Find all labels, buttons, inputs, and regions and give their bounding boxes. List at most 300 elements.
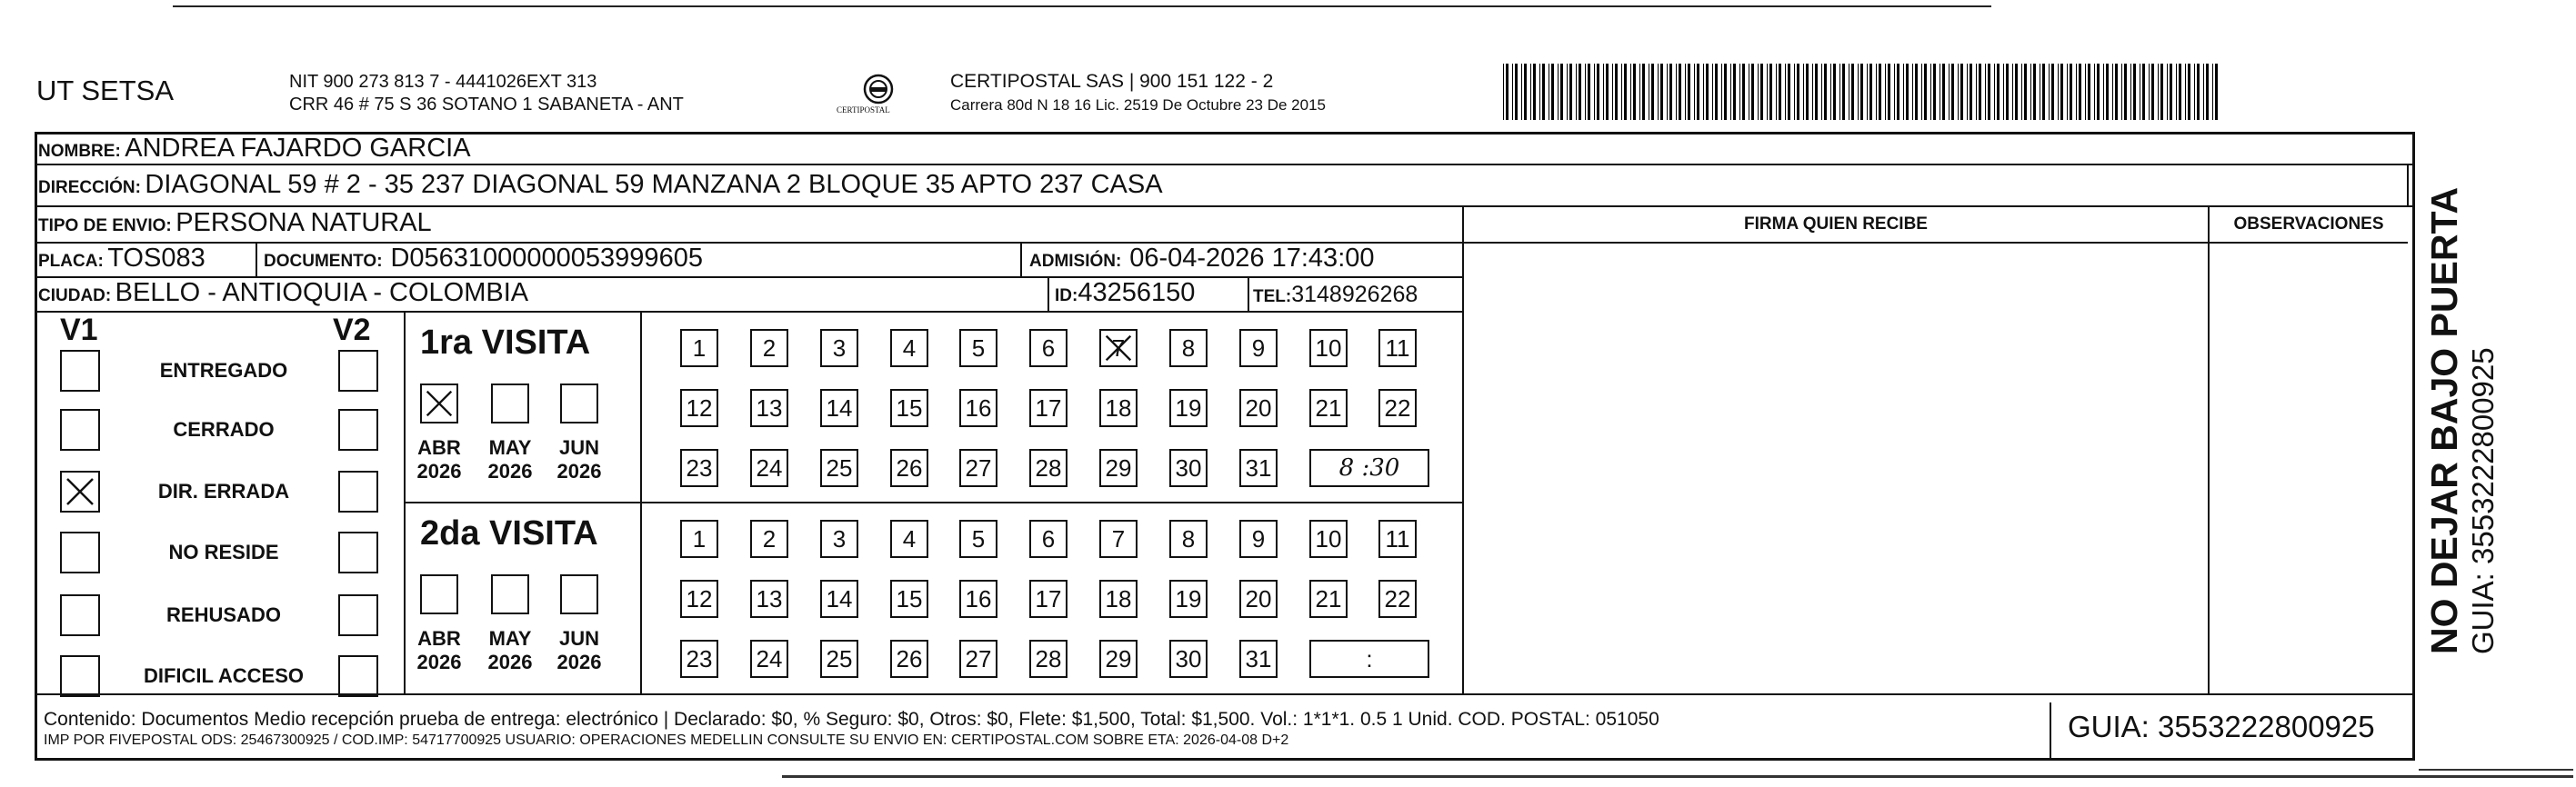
status-label: CERRADO <box>173 418 275 441</box>
admision-label: ADMISIÓN: <box>1029 252 1122 271</box>
observations-area[interactable] <box>2211 245 2406 691</box>
barcode-bar <box>1530 64 1531 120</box>
status-divider <box>404 311 406 693</box>
barcode-bar <box>1958 64 1959 120</box>
barcode-bar <box>1558 64 1559 120</box>
barcode-bar <box>2003 64 2004 120</box>
day-box[interactable]: 6 <box>1029 329 1067 367</box>
barcode-bar <box>1858 64 1859 120</box>
barcode-bar <box>1767 64 1768 120</box>
day-box[interactable]: 20 <box>1239 580 1278 618</box>
barcode-bar <box>1815 64 1818 120</box>
barcode-bar <box>1730 64 1731 120</box>
barcode-bar <box>1688 64 1690 120</box>
barcode-bar <box>1742 64 1745 120</box>
month-year: 2026 <box>416 460 462 483</box>
barcode-bar <box>1860 64 1863 120</box>
bottom-rule <box>782 775 2573 778</box>
barcode-bar <box>1906 64 1909 120</box>
barcode-bar <box>2130 64 2131 120</box>
side-notice <box>2423 187 2501 654</box>
barcode-bar <box>1651 64 1654 120</box>
barcode-bar <box>1706 64 1709 120</box>
barcode-bar <box>2030 64 2031 120</box>
row-divider <box>35 693 2415 695</box>
barcode-bar <box>1667 64 1668 120</box>
barcode-bar <box>1839 64 1840 120</box>
barcode-bar <box>1515 64 1518 120</box>
barcode-bar <box>1576 64 1577 120</box>
status-label: REHUSADO <box>166 603 281 626</box>
barcode-bar <box>1630 64 1631 120</box>
day-box[interactable]: 26 <box>890 449 928 487</box>
barcode-bar <box>1594 64 1595 120</box>
barcode-bar <box>2088 64 2090 120</box>
day-box[interactable]: 23 <box>680 449 718 487</box>
cell-divider <box>256 242 257 276</box>
day-box[interactable]: 9 <box>1239 329 1278 367</box>
barcode-bar <box>1869 64 1872 120</box>
barcode-bar <box>1994 64 1995 120</box>
day-box[interactable]: 7 <box>1099 520 1138 558</box>
month-year: 2026 <box>487 651 533 673</box>
day-box[interactable]: 1 <box>680 520 718 558</box>
day-box[interactable]: 6 <box>1029 520 1067 558</box>
barcode-bar <box>1779 64 1781 120</box>
barcode-bar <box>1842 64 1845 120</box>
nombre-value: ANDREA FAJARDO GARCIA <box>125 134 471 163</box>
barcode-bar <box>1924 64 1927 120</box>
status-label: DIR. ERRADA <box>157 480 290 503</box>
barcode-bar <box>1797 64 1799 120</box>
guia-number: GUIA: 3553222800925 <box>2068 710 2375 743</box>
barcode-bar <box>2185 64 2186 120</box>
barcode-bar <box>1621 64 1622 120</box>
direccion-value: DIAGONAL 59 # 2 - 35 237 DIAGONAL 59 MANZANA 2 BLOQUE 35 APTO 237 CASA <box>145 170 1163 199</box>
day-box[interactable]: 17 <box>1029 389 1067 427</box>
barcode-bar <box>2158 64 2159 120</box>
day-box[interactable]: 27 <box>959 640 997 678</box>
barcode-bar <box>1694 64 1695 120</box>
barcode-bar <box>1521 64 1522 120</box>
status-label: DIFICIL ACCESO <box>143 664 304 687</box>
barcode-bar <box>2112 64 2113 120</box>
barcode-bar <box>2149 64 2150 120</box>
tipo-value: PERSONA NATURAL <box>175 208 432 237</box>
barcode-bar <box>1569 64 1572 120</box>
barcode-bar <box>1885 64 1886 120</box>
barcode-bar <box>1967 64 1968 120</box>
tipo-row <box>38 208 432 238</box>
v2-checkbox[interactable] <box>338 409 378 451</box>
barcode-bar <box>1915 64 1918 120</box>
day-box[interactable]: 29 <box>1099 449 1138 487</box>
certipostal-license: Carrera 80d N 18 16 Lic. 2519 De Octubre 23 De 2015 <box>950 96 1326 114</box>
observaciones-header: OBSERVACIONES <box>2233 214 2384 234</box>
barcode-bar <box>2058 64 2059 120</box>
v2-checkbox[interactable] <box>338 594 378 636</box>
barcode-bar <box>1660 64 1663 120</box>
company-name: UT SETSA <box>36 75 175 106</box>
barcode-bar <box>2106 64 2109 120</box>
day-box[interactable]: 15 <box>890 389 928 427</box>
barcode-bar <box>2124 64 2127 120</box>
day-box[interactable]: 2 <box>750 520 788 558</box>
v2-checkbox[interactable] <box>338 471 378 513</box>
barcode-bar <box>2121 64 2122 120</box>
barcode-bar <box>1921 64 1922 120</box>
column-header-divider <box>1462 242 2408 244</box>
direccion-label: DIRECCIÓN: <box>38 178 141 197</box>
firma-header: FIRMA QUIEN RECIBE <box>1744 214 1928 234</box>
barcode-bar <box>1603 64 1604 120</box>
month-name: JUN <box>558 627 599 650</box>
barcode-bar <box>1612 64 1613 120</box>
cell-divider <box>1047 276 1049 311</box>
barcode-bar <box>1567 64 1568 120</box>
ciudad-value: BELLO - ANTIOQUIA - COLOMBIA <box>115 278 529 307</box>
top-rule <box>173 5 1991 7</box>
barcode-bar <box>2006 64 2009 120</box>
footer-print-line: IMP POR FIVEPOSTAL ODS: 25467300925 / COD.IMP: 54717700925 USUARIO: OPERACIONES MEDELLIN CONSULTE SU ENVIO EN: CERTIPOSTAL.COM SOBRE ETA: 2026-04-08 D+2 <box>44 732 1289 748</box>
barcode-bar <box>1751 64 1754 120</box>
day-box[interactable]: 25 <box>820 640 858 678</box>
barcode-bar <box>1769 64 1772 120</box>
day-box[interactable]: 2 <box>750 329 788 367</box>
day-box[interactable]: 4 <box>890 329 928 367</box>
nombre-row <box>38 134 471 164</box>
barcode-bar <box>2051 64 2054 120</box>
barcode-bar <box>1633 64 1636 120</box>
barcode-bar <box>1951 64 1954 120</box>
column-divider <box>2208 205 2210 693</box>
placa-label: PLACA: <box>38 252 104 271</box>
day-box[interactable]: 19 <box>1169 580 1208 618</box>
id-row <box>1055 278 1195 308</box>
barcode-bar <box>2179 64 2181 120</box>
barcode-bar <box>1724 64 1727 120</box>
month-checkbox[interactable] <box>420 384 458 423</box>
barcode-bar <box>2203 64 2204 120</box>
row-divider <box>35 164 2415 165</box>
barcode-bar <box>1703 64 1704 120</box>
barcode-bar <box>2167 64 2168 120</box>
barcode-bar <box>1976 64 1977 120</box>
barcode-bar <box>1824 64 1827 120</box>
day-box[interactable]: 16 <box>959 580 997 618</box>
nombre-label: NOMBRE: <box>38 142 121 161</box>
barcode-bar <box>1739 64 1740 120</box>
column-divider <box>1462 205 1464 693</box>
barcode-bar <box>2215 64 2218 120</box>
day-box[interactable]: 4 <box>890 520 928 558</box>
day-box[interactable]: 22 <box>1378 389 1417 427</box>
month-checkbox[interactable] <box>491 384 529 423</box>
barcode-bar <box>2085 64 2086 120</box>
day-box[interactable]: 8 <box>1169 520 1208 558</box>
month-name: ABR <box>417 436 461 459</box>
day-box[interactable]: 15 <box>890 580 928 618</box>
status-label: NO RESIDE <box>168 541 279 563</box>
barcode-bar <box>1512 64 1513 120</box>
barcode-bar <box>1785 64 1786 120</box>
month-label <box>549 436 609 483</box>
barcode-bar <box>1539 64 1540 120</box>
barcode-bar <box>1676 64 1677 120</box>
day-box[interactable]: 28 <box>1029 449 1067 487</box>
barcode-bar <box>1879 64 1881 120</box>
day-box[interactable]: 3 <box>820 329 858 367</box>
barcode-bar <box>1803 64 1804 120</box>
barcode-bar <box>1960 64 1963 120</box>
barcode-bar <box>1503 64 1504 120</box>
barcode-bar <box>1760 64 1763 120</box>
barcode-bar <box>2079 64 2081 120</box>
side-guia-text: GUIA: 3553222800925 <box>2466 347 2500 654</box>
barcode-bar <box>2021 64 2022 120</box>
barcode-bar <box>1851 64 1854 120</box>
month-checkbox[interactable] <box>560 574 598 614</box>
row-divider <box>35 205 2415 207</box>
nit-line: NIT 900 273 813 7 - 4441026EXT 313 <box>289 72 597 92</box>
day-box[interactable]: 11 <box>1378 329 1417 367</box>
day-box[interactable]: 24 <box>750 640 788 678</box>
month-divider <box>640 311 642 693</box>
tipo-label: TIPO DE ENVIO: <box>38 216 172 235</box>
barcode-bar <box>2197 64 2200 120</box>
barcode-bar <box>1685 64 1686 120</box>
month-name: ABR <box>417 627 461 650</box>
barcode-bar <box>1806 64 1809 120</box>
cell-divider <box>1020 242 1022 276</box>
month-checkbox[interactable] <box>420 574 458 614</box>
day-box[interactable]: 21 <box>1309 389 1348 427</box>
v2-checkbox[interactable] <box>338 350 378 392</box>
barcode-bar <box>1669 64 1672 120</box>
v2-header: V2 <box>333 313 371 347</box>
tel-row <box>1253 282 1418 308</box>
barcode-bar <box>1624 64 1627 120</box>
v2-checkbox[interactable] <box>338 655 378 697</box>
day-box[interactable]: 5 <box>959 520 997 558</box>
barcode-bar <box>1560 64 1563 120</box>
signature-area[interactable] <box>1466 245 2206 691</box>
day-box[interactable]: 17 <box>1029 580 1067 618</box>
day-box[interactable]: 19 <box>1169 389 1208 427</box>
barcode-bar <box>1821 64 1822 120</box>
barcode-bar <box>1588 64 1590 120</box>
barcode-bar <box>2094 64 2095 120</box>
logo-text: CERTIPOSTAL <box>837 105 890 115</box>
bottom-rule-right <box>2419 769 2573 771</box>
barcode-bar <box>2049 64 2050 120</box>
barcode-bar <box>1912 64 1913 120</box>
direccion-row <box>38 170 1163 200</box>
barcode-bar <box>2012 64 2013 120</box>
barcode-bar <box>1894 64 1895 120</box>
barcode-bar <box>1758 64 1759 120</box>
day-box[interactable]: 21 <box>1309 580 1348 618</box>
barcode-bar <box>1524 64 1527 120</box>
barcode-bar <box>2115 64 2118 120</box>
barcode-bar <box>1933 64 1936 120</box>
barcode-bar <box>1903 64 1904 120</box>
barcode-bar <box>2142 64 2145 120</box>
barcode-bar <box>1788 64 1790 120</box>
barcode-bar <box>2212 64 2213 120</box>
day-box[interactable]: 30 <box>1169 449 1208 487</box>
day-box[interactable]: 1 <box>680 329 718 367</box>
day-box[interactable] <box>1099 329 1138 367</box>
barcode-bar <box>2176 64 2177 120</box>
admision-value: 06-04-2026 17:43:00 <box>1129 244 1375 273</box>
ciudad-row <box>38 278 528 308</box>
row-divider <box>35 311 1464 313</box>
month-year: 2026 <box>416 651 462 673</box>
time-box[interactable]: : <box>1309 640 1429 678</box>
day-box[interactable]: 9 <box>1239 520 1278 558</box>
barcode-bar <box>2033 64 2036 120</box>
admision-row <box>1029 244 1375 274</box>
month-year: 2026 <box>556 460 602 483</box>
day-box[interactable]: 31 <box>1239 449 1278 487</box>
day-box[interactable]: 5 <box>959 329 997 367</box>
tel-label: TEL: <box>1253 287 1292 306</box>
barcode-bar <box>1942 64 1945 120</box>
v2-checkbox[interactable] <box>338 532 378 573</box>
day-box[interactable]: 14 <box>820 389 858 427</box>
barcode-bar <box>2133 64 2136 120</box>
month-label <box>549 627 609 674</box>
day-box[interactable]: 27 <box>959 449 997 487</box>
barcode-bar <box>1876 64 1877 120</box>
barcode-bar <box>1697 64 1699 120</box>
month-name: MAY <box>488 627 532 650</box>
month-name: MAY <box>488 436 532 459</box>
day-box[interactable]: 18 <box>1099 389 1138 427</box>
month-name: JUN <box>558 436 599 459</box>
day-box[interactable]: 10 <box>1309 329 1348 367</box>
day-box[interactable]: 29 <box>1099 640 1138 678</box>
barcode-bar <box>1679 64 1681 120</box>
id-value: 43256150 <box>1078 278 1196 307</box>
barcode-bar <box>2170 64 2172 120</box>
day-box[interactable]: 3 <box>820 520 858 558</box>
barcode-bar <box>1949 64 1950 120</box>
tel-value: 3148926268 <box>1291 282 1418 307</box>
v1-header: V1 <box>60 313 98 347</box>
barcode-bar <box>1642 64 1645 120</box>
column-divider <box>2407 164 2409 205</box>
day-box[interactable]: 30 <box>1169 640 1208 678</box>
day-box[interactable]: 26 <box>890 640 928 678</box>
day-box[interactable]: 28 <box>1029 640 1067 678</box>
barcode-bar <box>1721 64 1722 120</box>
barcode-bar <box>2188 64 2190 120</box>
time-box[interactable]: 8 :30 <box>1309 449 1429 487</box>
month-label <box>480 436 540 483</box>
barcode-bar <box>1606 64 1609 120</box>
day-box[interactable]: 12 <box>680 580 718 618</box>
no-dejar-text: NO DEJAR BAJO PUERTA <box>2423 186 2465 654</box>
barcode <box>1503 64 2226 120</box>
day-box[interactable]: 20 <box>1239 389 1278 427</box>
barcode-bar <box>1812 64 1813 120</box>
barcode-bar <box>2206 64 2209 120</box>
barcode-bar <box>1930 64 1931 120</box>
month-checkbox[interactable] <box>560 384 598 423</box>
certipostal-title: CERTIPOSTAL SAS | 900 151 122 - 2 <box>950 71 1274 92</box>
day-box[interactable]: 25 <box>820 449 858 487</box>
barcode-bar <box>1712 64 1713 120</box>
barcode-bar <box>2060 64 2063 120</box>
barcode-bar <box>1715 64 1718 120</box>
barcode-bar <box>1506 64 1509 120</box>
barcode-bar <box>2151 64 2154 120</box>
barcode-bar <box>2024 64 2027 120</box>
visit-title: 2da VISITA <box>420 514 598 553</box>
barcode-bar <box>2194 64 2195 120</box>
barcode-bar <box>2042 64 2045 120</box>
barcode-bar <box>1888 64 1890 120</box>
visit-title: 1ra VISITA <box>420 324 591 362</box>
barcode-bar <box>1542 64 1545 120</box>
barcode-bar <box>1615 64 1618 120</box>
day-box[interactable]: 18 <box>1099 580 1138 618</box>
barcode-bar <box>1897 64 1899 120</box>
day-box[interactable]: 22 <box>1378 580 1417 618</box>
placa-row <box>38 244 205 274</box>
day-box[interactable]: 24 <box>750 449 788 487</box>
documento-row <box>264 244 703 274</box>
barcode-bar <box>1597 64 1599 120</box>
day-number: 7 <box>1111 334 1126 362</box>
day-box[interactable]: 13 <box>750 389 788 427</box>
day-box[interactable]: 31 <box>1239 640 1278 678</box>
barcode-bar <box>2103 64 2104 120</box>
day-box[interactable]: 14 <box>820 580 858 618</box>
day-box[interactable]: 16 <box>959 389 997 427</box>
day-box[interactable]: 23 <box>680 640 718 678</box>
barcode-bar <box>1970 64 1972 120</box>
month-year: 2026 <box>487 460 533 483</box>
day-box[interactable]: 12 <box>680 389 718 427</box>
barcode-bar <box>1997 64 2000 120</box>
company-info <box>289 71 684 116</box>
visit-divider <box>404 502 1464 503</box>
day-box[interactable]: 11 <box>1378 520 1417 558</box>
placa-value: TOS083 <box>107 244 205 273</box>
barcode-bar <box>1579 64 1581 120</box>
month-checkbox[interactable] <box>491 574 529 614</box>
ciudad-label: CIUDAD: <box>38 286 112 305</box>
barcode-bar <box>1867 64 1868 120</box>
barcode-bar <box>2097 64 2100 120</box>
id-label: ID: <box>1055 286 1078 305</box>
barcode-bar <box>1776 64 1777 120</box>
day-box[interactable]: 10 <box>1309 520 1348 558</box>
month-label <box>409 627 469 674</box>
barcode-bar <box>2160 64 2163 120</box>
barcode-bar <box>1733 64 1736 120</box>
barcode-bar <box>2070 64 2072 120</box>
barcode-bar <box>2067 64 2068 120</box>
barcode-bar <box>2076 64 2077 120</box>
barcode-bar <box>2015 64 2018 120</box>
day-box[interactable]: 13 <box>750 580 788 618</box>
day-box[interactable]: 8 <box>1169 329 1208 367</box>
barcode-bar <box>1833 64 1836 120</box>
